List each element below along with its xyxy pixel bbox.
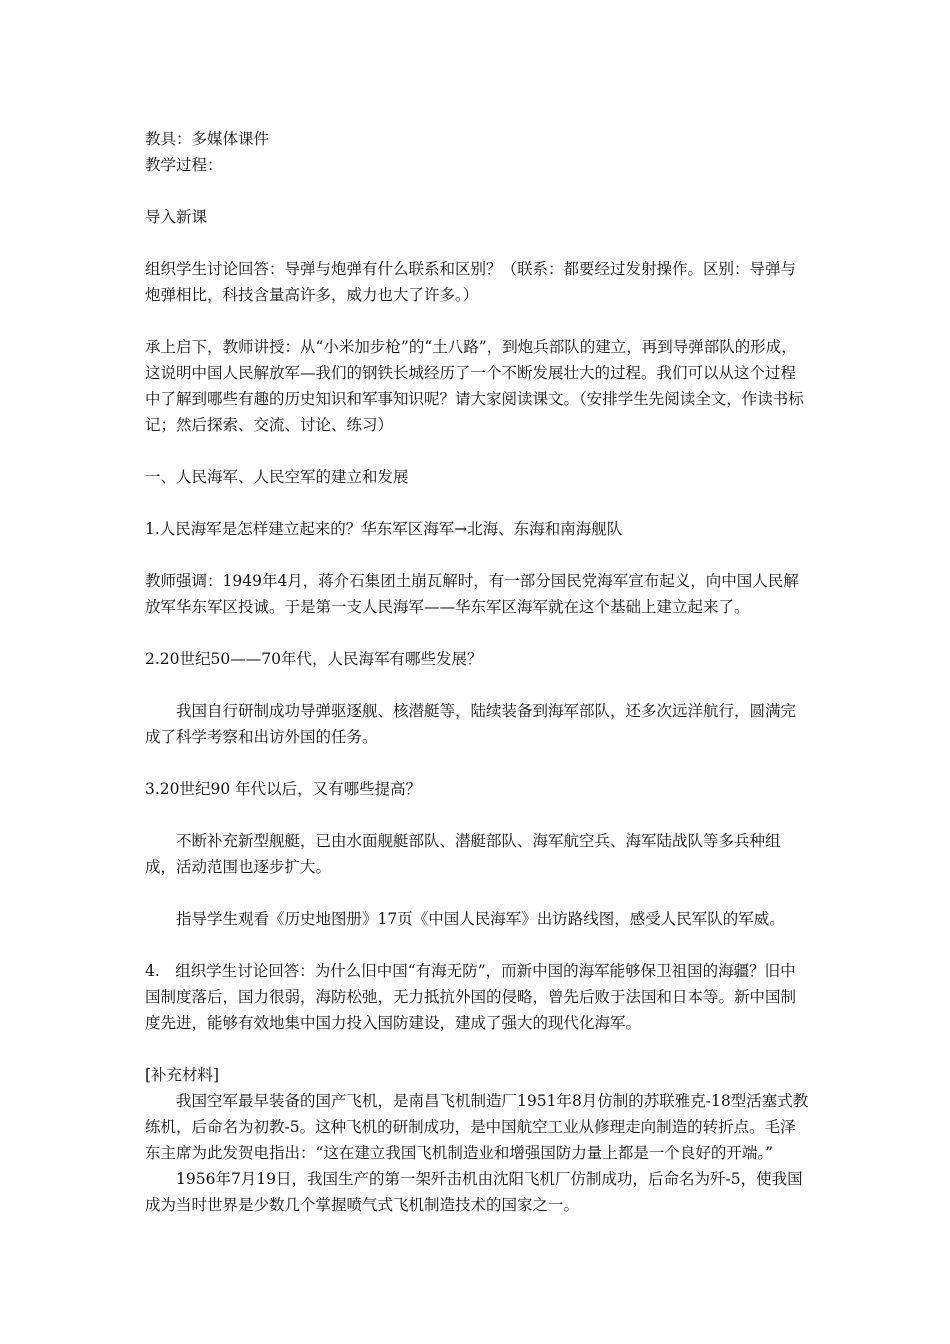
section1-heading: 一、人民海军、人民空军的建立和发展 — [145, 468, 409, 486]
process-line: 教学过程： — [145, 156, 223, 174]
answer-3: 不断补充新型舰艇，已由水面舰艇部队、潜艇部队、海军航空兵、海军陆战队等多兵种组成，活动范围也逐步扩大。 — [145, 832, 781, 876]
supplement-paragraph-1: 我国空军最早装备的国产飞机，是南昌飞机制造厂1951年8月仿制的苏联雅克-18型活塞式教练机，后命名为初教-5。这种飞机的研制成功，是中国航空工业从修理走向制造的转折点。毛泽东主席为此发贺电指出：“这在建立我国飞机制造业和增强国防力量上都是一个良好的开端。” — [145, 1092, 809, 1162]
answer-2: 我国自行研制成功导弹驱逐舰、核潜艇等，陆续装备到海军部队，还多次远洋航行，圆满完成了科学考察和出访外国的任务。 — [145, 702, 797, 746]
intro-discussion: 组织学生讨论回答：导弹与炮弹有什么联系和区别？（联系：都要经过发射操作。区别：导弹与炮弹相比，科技含量高许多，威力也大了许多。） — [145, 260, 797, 304]
question-1: 1.人民海军是怎样建立起来的？华东军区海军→北海、东海和南海舰队 — [145, 520, 623, 538]
supplement-paragraph-2: 1956年7月19日，我国生产的第一架歼击机由沈阳飞机厂仿制成功，后命名为歼-5，使我国成为当时世界是少数几个掌握喷气式飞机制造技术的国家之一。 — [145, 1170, 803, 1214]
teacher-emphasis: 教师强调：1949年4月，蒋介石集团土崩瓦解时，有一部分国民党海军宣布起义，向中国人民解放军华东军区投诚。于是第一支人民海军——华东军区海军就在这个基础上建立起来了。 — [145, 572, 799, 616]
guide-paragraph: 指导学生观看《历史地图册》17页《中国人民海军》出访路线图，感受人民军队的军威。 — [176, 910, 785, 928]
document-page — [145, 126, 810, 1218]
question-4: 4. 组织学生讨论回答：为什么旧中国“有海无防”，而新中国的海军能够保卫祖国的海疆？旧中国制度落后，国力很弱，海防松弛，无力抵抗外国的侵略，曾先后败于法国和日本等。新中国制度先进，能够有效地集中国力投入国防建设，建成了强大的现代化海军。 — [145, 962, 797, 1032]
question-2: 2.20世纪50——70年代，人民海军有哪些发展？ — [145, 650, 483, 668]
transition-paragraph: 承上启下，教师讲授：从“小米加步枪”的“土八路”，到炮兵部队的建立，再到导弹部队的形成，这说明中国人民解放军—我们的钢铁长城经历了一个不断发展壮大的过程。我们可以从这个过程中了解到哪些有趣的历史知识和军事知识呢？请大家阅读课文。（安排学生先阅读全文，作读书标记；然后探索、交流、讨论、练习） — [145, 338, 804, 434]
intro-heading: 导入新课 — [145, 208, 208, 226]
tools-line: 教具：多媒体课件 — [145, 130, 270, 148]
supplement-heading: [补充材料] — [145, 1066, 220, 1084]
question-3: 3.20世纪90 年代以后，又有哪些提高？ — [145, 780, 422, 798]
